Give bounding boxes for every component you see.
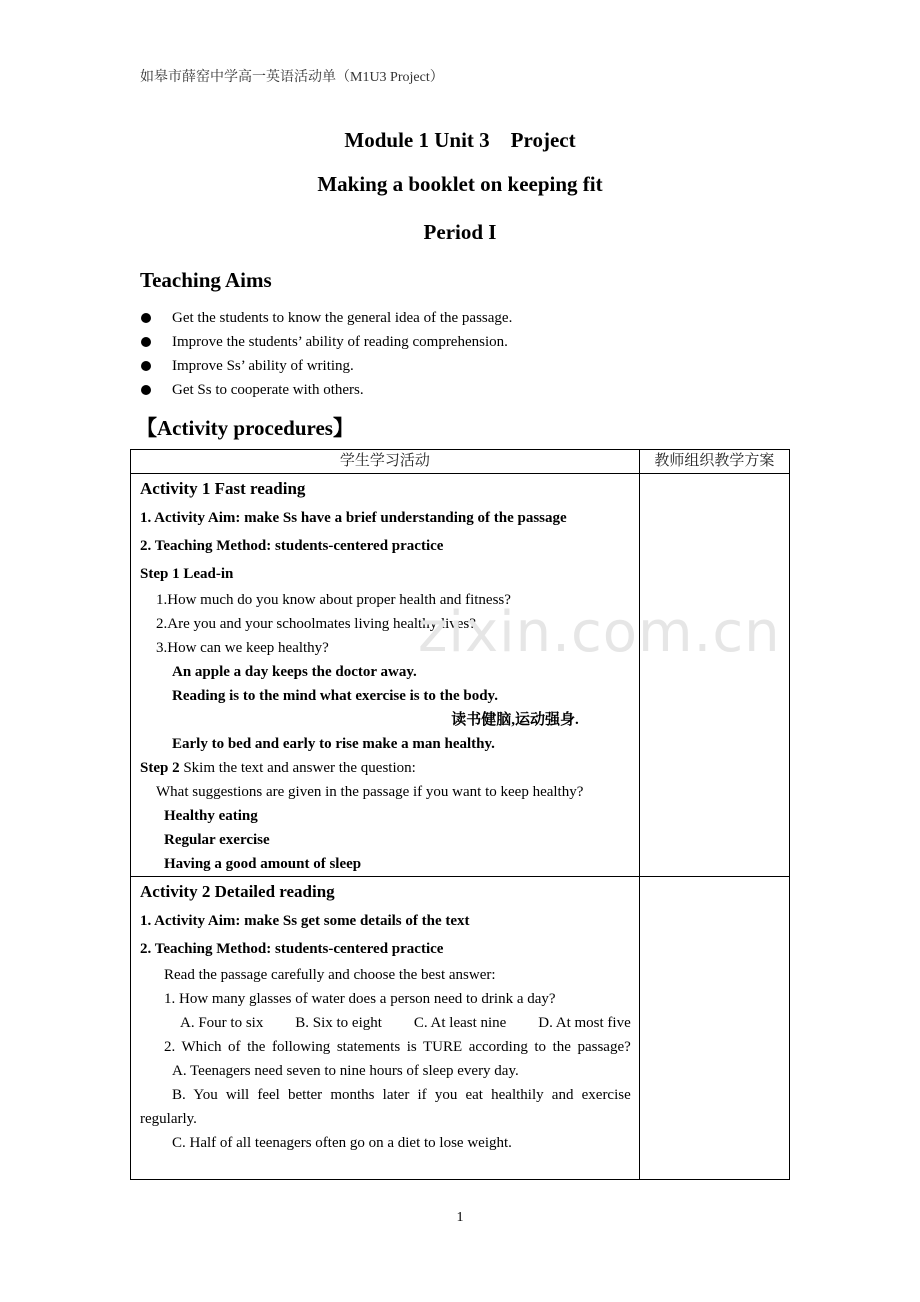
answer-item: Regular exercise [164, 832, 270, 848]
bullet-icon [141, 361, 151, 371]
option: B. Six to eight [295, 1015, 382, 1031]
option: A. Teenagers need seven to nine hours of sleep every day. [172, 1063, 519, 1079]
topic-title: Making a booklet on keeping fit [317, 172, 603, 196]
table-row [131, 877, 790, 1180]
step1-label: Step 1 Lead-in [140, 566, 234, 582]
saying: Reading is to the mind what exercise is to the body. [172, 688, 498, 704]
table-row [131, 474, 790, 877]
activity2-method: 2. Teaching Method: students-centered practice [140, 941, 444, 957]
module-title: Module 1 Unit 3 Project [344, 128, 576, 152]
activity1-aim: 1. Activity Aim: make Ss have a brief understanding of the passage [140, 510, 567, 526]
answer-item: Healthy eating [164, 808, 258, 824]
activity2-aim: 1. Activity Aim: make Ss get some details of the text [140, 913, 470, 929]
procedures-table [130, 449, 790, 1180]
leadin-question: 1.How much do you know about proper health and fitness? [156, 592, 511, 608]
option: C. Half of all teenagers often go on a diet to lose weight. [172, 1135, 512, 1151]
saying: An apple a day keeps the doctor away. [172, 664, 417, 680]
teaching-aims-list [140, 306, 512, 402]
bullet-icon [141, 313, 151, 323]
running-header: 如皋市薛窑中学高一英语活动单（M1U3 Project） [140, 70, 444, 85]
step2-line [140, 756, 631, 780]
activity1-cell [131, 474, 640, 877]
aim-item: Get Ss to cooperate with others. [140, 378, 512, 402]
answer-item: Having a good amount of sleep [164, 856, 362, 872]
option: D. At most five [538, 1015, 631, 1031]
watermark: zixin.com.cn [418, 600, 781, 665]
skim-question: What suggestions are given in the passage if you want to keep healthy? [156, 784, 584, 800]
activity1-title: Activity 1 Fast reading [140, 479, 306, 498]
teaching-aims-heading: Teaching Aims [140, 268, 272, 292]
teacher-plan-header: 教师组织教学方案 [639, 450, 789, 474]
instruction: Read the passage carefully and choose the best answer: [164, 967, 496, 983]
table-header-row [131, 450, 790, 474]
option: C. At least nine [413, 1015, 507, 1031]
teacher-plan-cell [639, 877, 789, 1180]
aim-item: Improve Ss’ ability of writing. [140, 354, 512, 378]
period-title: Period I [423, 220, 497, 244]
step2-label: Step 2 [140, 760, 180, 776]
activity2-cell [131, 877, 640, 1180]
options-row [140, 1011, 631, 1035]
leadin-question: 3.How can we keep healthy? [156, 640, 329, 656]
leadin-question: 2.Are you and your schoolmates living healthy lives? [156, 616, 476, 632]
saying: Early to bed and early to rise make a man healthy. [172, 736, 495, 752]
aim-item: Improve the students’ ability of reading comprehension. [140, 330, 512, 354]
bullet-icon [141, 337, 151, 347]
activity1-method: 2. Teaching Method: students-centered practice [140, 538, 444, 554]
activity-procedures-heading: 【Activity procedures】 [136, 416, 354, 440]
step2-text: Skim the text and answer the question: [179, 760, 416, 776]
aim-item: Get the students to know the general idea of the passage. [140, 306, 512, 330]
option: B. You will feel better months later if you eat healthily and exercise regularly. [140, 1087, 631, 1127]
student-activity-header: 学生学习活动 [131, 450, 640, 474]
question: 1. How many glasses of water does a person need to drink a day? [164, 991, 556, 1007]
activity2-title: Activity 2 Detailed reading [140, 882, 335, 901]
question: 2. Which of the following statements is TURE according to the passage? [164, 1039, 631, 1055]
bullet-icon [141, 385, 151, 395]
option: A. Four to six [180, 1015, 264, 1031]
teacher-plan-cell [639, 474, 789, 877]
page-number: 1 [456, 1210, 464, 1225]
saying-chinese: 读书健脑,运动强身. [451, 712, 579, 728]
